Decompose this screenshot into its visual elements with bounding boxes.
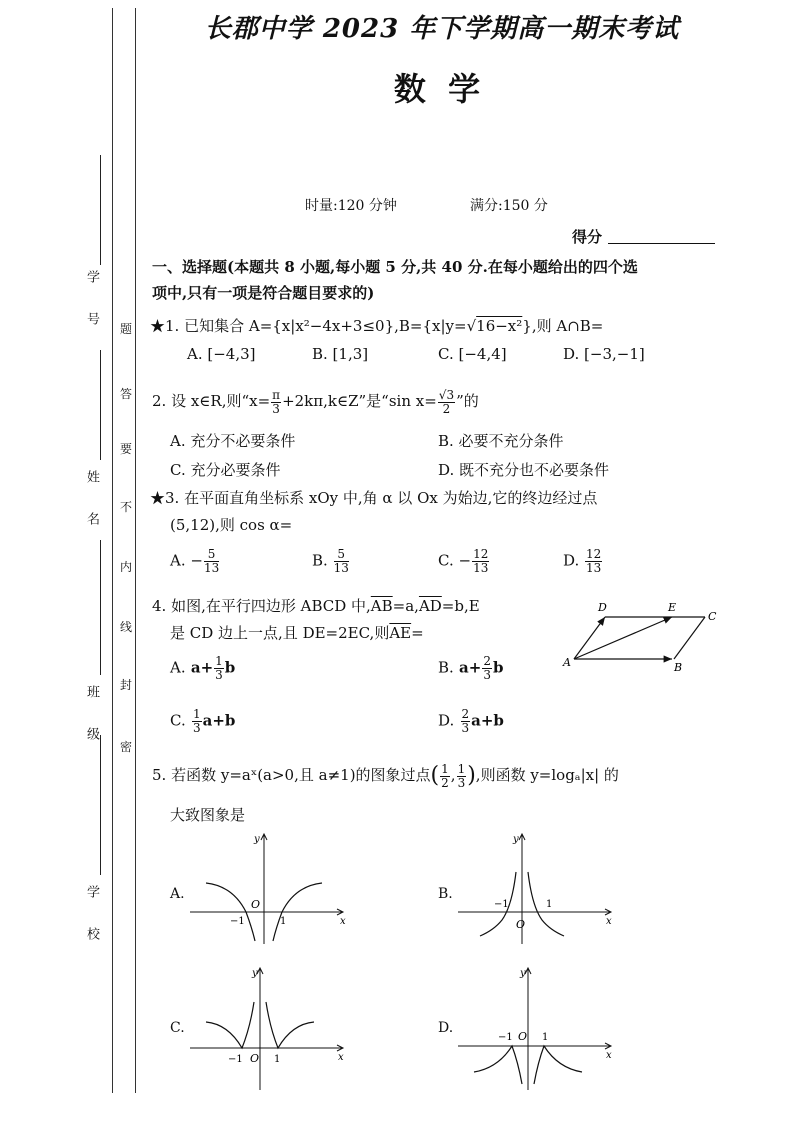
svg-text:−1: −1 xyxy=(230,916,245,927)
binding-line-inner xyxy=(135,8,136,1093)
q4-option-a[interactable]: A. a+ $\frac{1}{3}$ b xyxy=(170,654,236,682)
q5-option-d[interactable]: D. xyxy=(438,1020,454,1036)
q1-option-d[interactable]: D. [−3,−1] xyxy=(563,345,645,363)
q3-option-b[interactable]: B. $\frac{5}{13}$ xyxy=(312,547,349,575)
graph-d[interactable] xyxy=(456,962,616,1092)
question-3 xyxy=(150,487,597,509)
vector-ad: $\overline{AD}$ xyxy=(418,597,442,615)
q4-option-c[interactable]: C. $\frac{1}{3}$ a+b xyxy=(170,707,236,735)
q1-option-c[interactable]: C. [−4,4] xyxy=(438,345,507,363)
q5-option-c[interactable]: C. xyxy=(170,1020,185,1036)
q1-text-b: },则 A∩B= xyxy=(522,317,604,335)
question-1 xyxy=(150,315,603,337)
field-student-id-line xyxy=(100,155,101,265)
label-e: E xyxy=(668,601,677,614)
q1-option-b[interactable]: B. [1,3] xyxy=(312,345,369,363)
question-5-cont: 大致图象是 xyxy=(170,806,246,824)
question-5: 5. 若函数 y=aˣ(a>0,且 a≠1)的图象过点( $\frac{1}{2}$ , $\frac{1}{3}$ ),则函数 y=logₐ|x| 的 xyxy=(152,761,619,790)
q2-option-d[interactable]: D. 既不充分也不必要条件 xyxy=(438,461,610,479)
q2-frac-1: $\frac{\pi}{3}$ xyxy=(272,387,281,416)
field-school: 学 校 xyxy=(84,885,99,948)
field-class-line xyxy=(100,540,101,675)
svg-text:x: x xyxy=(340,916,346,927)
seal-char: 题 xyxy=(120,322,133,336)
parallelogram-figure xyxy=(560,598,720,673)
score-blank[interactable] xyxy=(608,243,715,244)
q1-root: 16−x² xyxy=(476,317,523,335)
q2-option-c[interactable]: C. 充分必要条件 xyxy=(170,461,281,479)
question-2 xyxy=(152,386,479,416)
svg-text:1: 1 xyxy=(546,899,553,910)
q2-text-c: ”的 xyxy=(456,392,479,410)
svg-text:x: x xyxy=(338,1052,344,1063)
question-4-cont: 是 CD 边上一点,且 DE=2EC,则$\overline{AE}=$ xyxy=(170,624,424,642)
seal-char: 答 xyxy=(120,387,133,401)
curve-left xyxy=(474,1046,522,1084)
svg-text:y: y xyxy=(252,968,258,979)
exam-time: 时量:120 分钟 xyxy=(305,198,397,214)
star-icon: ★ xyxy=(150,489,166,507)
q2-text-b: +2kπ,k∈Z”是“sin x= xyxy=(282,392,437,410)
seal-char: 封 xyxy=(120,678,133,692)
star-icon: ★ xyxy=(150,317,166,335)
q4-text-a: 4. 如图,在平行四边形 ABCD 中, xyxy=(152,597,371,615)
subject-title: 数 学 xyxy=(393,70,481,108)
exam-title: 长郡中学 2023 年下学期高一期末考试 xyxy=(204,14,680,44)
sqrt-icon: √ xyxy=(466,317,477,335)
q3-line-1: 3. 在平面直角坐标系 xOy 中,角 α 以 Ox 为始边,它的终边经过点 xyxy=(165,489,598,507)
graph-a[interactable] xyxy=(188,828,348,946)
svg-text:O: O xyxy=(250,1052,260,1065)
svg-text:1: 1 xyxy=(274,1054,281,1065)
curve-right xyxy=(534,1046,582,1084)
svg-text:y: y xyxy=(513,834,519,845)
curve-left xyxy=(206,1002,254,1048)
q5-option-b[interactable]: B. xyxy=(438,886,453,902)
label-a: A xyxy=(563,656,571,669)
q4-option-d[interactable]: D. $\frac{2}{3}$ a+b xyxy=(438,707,504,735)
q1-text-a: 1. 已知集合 A={x|x²−4x+3≤0},B={x|y= xyxy=(165,317,467,335)
svg-text:x: x xyxy=(606,1050,612,1061)
svg-text:y: y xyxy=(254,834,260,845)
svg-text:−1: −1 xyxy=(494,899,509,910)
field-school-line xyxy=(100,735,101,875)
label-c: C xyxy=(708,610,717,623)
edge-ae xyxy=(574,617,672,659)
q2-option-a[interactable]: A. 充分不必要条件 xyxy=(170,432,296,450)
binding-line-outer xyxy=(112,8,113,1093)
q2-option-b[interactable]: B. 必要不充分条件 xyxy=(438,432,564,450)
question-4: 4. 如图,在平行四边形 ABCD 中$,\overline{AB}=a,\overline{AD}=b,E$ xyxy=(152,597,480,615)
q2-frac-2: $\frac{√3}{2}$ xyxy=(438,387,455,416)
field-name-line xyxy=(100,350,101,460)
score-label: 得分 xyxy=(572,228,603,246)
svg-text:O: O xyxy=(251,898,261,911)
label-b: B xyxy=(674,661,683,673)
svg-text:O: O xyxy=(518,1030,528,1043)
field-student-id: 学 号 xyxy=(84,270,99,333)
curve-right xyxy=(266,1002,314,1048)
vector-ab: $\overline{AB}$ xyxy=(370,597,393,615)
q1-option-a[interactable]: A. [−4,3] xyxy=(187,345,256,363)
seal-char: 要 xyxy=(120,442,133,456)
seal-char: 内 xyxy=(120,560,133,574)
svg-text:O: O xyxy=(516,918,526,931)
q3-option-a[interactable]: A. − $\frac{5}{13}$ xyxy=(170,547,220,575)
svg-text:−1: −1 xyxy=(228,1054,243,1065)
edge-bc xyxy=(674,617,705,659)
svg-text:1: 1 xyxy=(280,916,287,927)
graph-c[interactable] xyxy=(188,962,348,1092)
section-heading: 一、选择题(本题共 8 小题,每小题 5 分,共 40 分.在每小题给出的四个选 xyxy=(152,258,638,276)
seal-char: 线 xyxy=(120,620,133,634)
q3-option-d[interactable]: D. $\frac{12}{13}$ xyxy=(563,547,602,575)
svg-text:x: x xyxy=(606,916,612,927)
seal-char: 密 xyxy=(120,740,133,754)
q5-option-a[interactable]: A. xyxy=(170,886,185,902)
field-name: 姓 名 xyxy=(84,470,99,533)
svg-text:y: y xyxy=(520,968,526,979)
q3-option-c[interactable]: C. − $\frac{12}{13}$ xyxy=(438,547,489,575)
svg-text:1: 1 xyxy=(542,1032,549,1043)
label-d: D xyxy=(598,601,607,614)
graph-b[interactable] xyxy=(456,828,616,946)
field-class: 班 级 xyxy=(84,685,99,748)
full-score: 满分:150 分 xyxy=(470,198,548,214)
svg-text:−1: −1 xyxy=(498,1032,513,1043)
section-heading-cont: 项中,只有一项是符合题目要求的) xyxy=(152,284,375,302)
seal-char: 不 xyxy=(120,500,133,514)
q4-option-b[interactable]: B. a+ $\frac{2}{3}$ b xyxy=(438,654,504,682)
q2-text-a: 2. 设 x∈R,则“x= xyxy=(152,392,271,410)
vector-ae: $\overline{AE}$ xyxy=(389,624,412,642)
question-3-cont: (5,12),则 cos α= xyxy=(170,516,293,534)
